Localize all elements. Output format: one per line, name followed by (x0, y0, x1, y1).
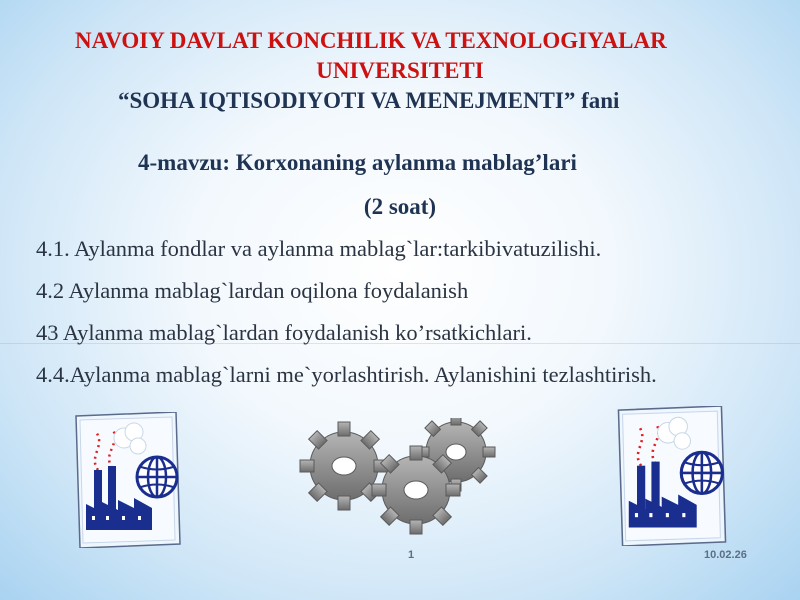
factory-globe-icon (612, 406, 732, 546)
subject-title: “SOHA IQTISODIYOTI VA MENEJMENTI” fani (118, 88, 620, 113)
topic-title: 4-mavzu: Korxonaning aylanma mablag’lari (138, 150, 577, 175)
gears-icon (296, 418, 506, 536)
slide-date: 10.02.26 (704, 549, 747, 561)
lesson-item-3: 43 Aylanma mablag`lardan foydalanish ko’rsatkichlari. (36, 320, 532, 345)
university-title-line2: UNIVERSITETI (316, 58, 484, 83)
lesson-item-2: 4.2 Aylanma mablag`lardan oqilona foydalanish (36, 278, 469, 303)
lesson-item-4: 4.4.Aylanma mablag`larni me`yorlashtirish. Aylanishini tezlashtirish. (36, 362, 657, 387)
lesson-item-1: 4.1. Aylanma fondlar va aylanma mablag`lar:tarkibivatuzilishi. (36, 236, 602, 261)
factory-globe-icon (72, 412, 184, 548)
topic-hours: (2 soat) (363, 194, 437, 219)
page-number: 1 (408, 549, 415, 561)
university-title-line1: NAVOIY DAVLAT KONCHILIK VA TEXNOLOGIYALAR (75, 28, 667, 53)
